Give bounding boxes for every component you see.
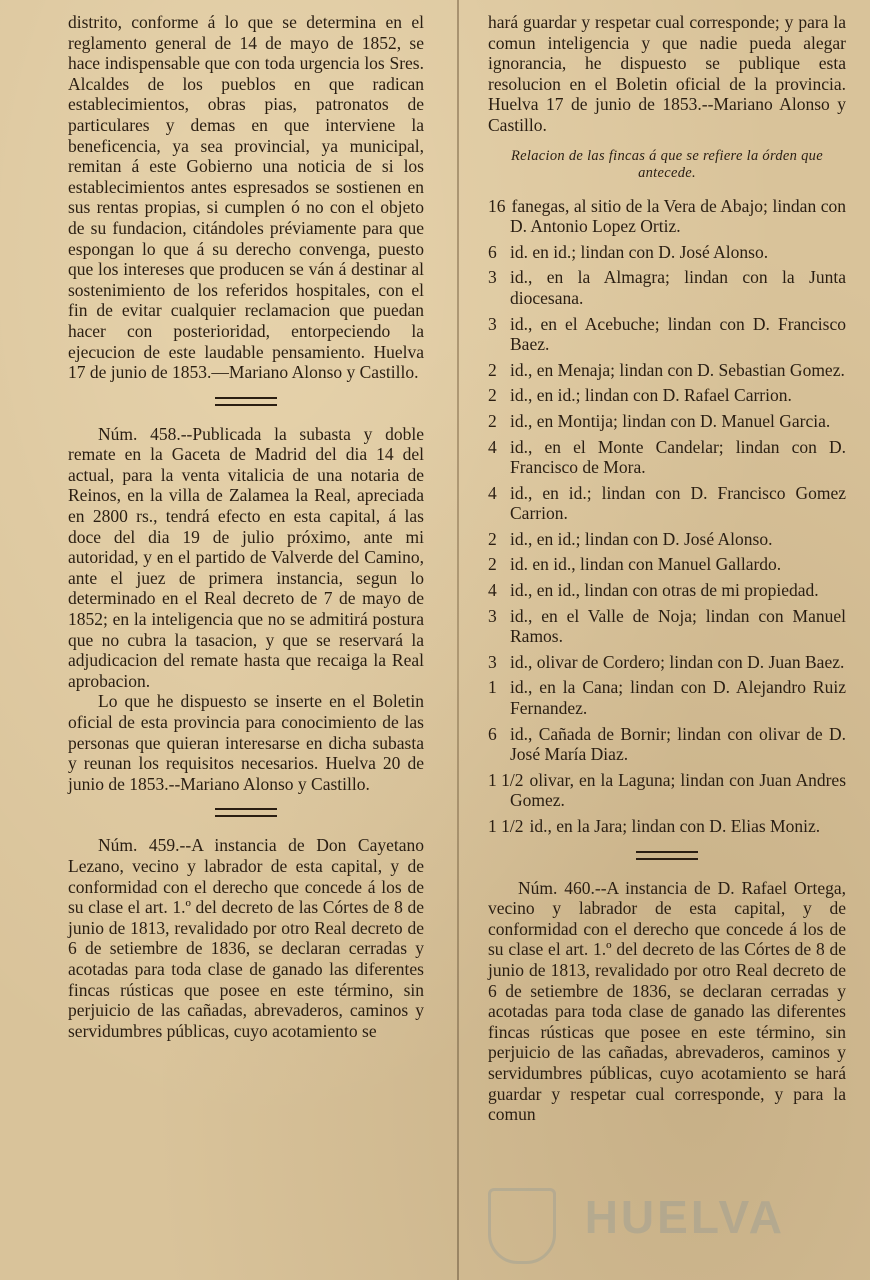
paragraph-continuation: hará guardar y respetar cual corresponde; y para la comun inteligencia y que nadie pueda alegar ignorancia, he dispuesto se publique esta resolucion en el Boletin oficial de la provincia. Huelva 17 de junio de 1853.--Mariano Alonso y Castillo. — [488, 12, 846, 135]
section-separator — [215, 397, 277, 406]
farm-entry — [488, 724, 846, 765]
farm-description: id., en id.; lindan con D. Francisco Gomez Carrion. — [510, 482, 846, 524]
farm-entry — [488, 652, 846, 673]
farm-entry — [488, 554, 846, 575]
farm-entry — [488, 196, 846, 237]
farm-quantity: 2 — [488, 410, 497, 431]
relation-title: Relacion de las fincas á que se refiere la órden que antecede. — [511, 147, 823, 181]
farm-entry — [488, 580, 846, 601]
farm-description: id., en el Acebuche; lindan con D. Francisco Baez. — [510, 313, 846, 355]
farm-quantity: 3 — [488, 267, 497, 288]
farm-quantity: 3 — [488, 605, 497, 626]
farm-quantity: 1 — [488, 677, 497, 698]
right-column — [488, 12, 846, 1125]
farm-entry — [488, 437, 846, 478]
paragraph-458-notice: Lo que he dispuesto se inserte en el Boletin oficial de esta provincia para conocimiento de las personas que quieran interesarse en dicha subasta y reunan los requisitos necesarios. Huelva 20 de junio de 1853.--Mariano Alonso y Castillo. — [68, 691, 424, 794]
paragraph-intro: distrito, conforme á lo que se determina en el reglamento general de 14 de mayo de 1852, se hace indispensable que con toda urgencia los Sres. Alcaldes de los pueblos en que radican establecimientos, obras pias, patronatos de particulares y demas en que interviene la beneficencia, ya sea provincial, ya municipal, remitan á este Gobierno una noticia de si los establecimientos antes espresados se sostienen en sus rentas propias, si cumplen ó no con el objeto de su fundacion, citándoles préviamente para que espongan lo que á su derecho convenga, puesto que los intereses que producen se ván á destinar al sostenimiento de los referidos hospitales, con el fin de evitar cualquier reclamacion que puedan hacer con posterioridad, entorpeciendo la ejecucion de este laudable pensamiento. Huelva 17 de junio de 1853.—Mariano Alonso y Castillo. — [68, 12, 424, 383]
farm-description: id., olivar de Cordero; lindan con D. Juan Baez. — [510, 651, 845, 672]
farm-description: id., en la Cana; lindan con D. Alejandro Ruiz Fernandez. — [510, 677, 846, 719]
farm-entry — [488, 267, 846, 308]
farm-description: id., en id., lindan con otras de mi propiedad. — [510, 580, 819, 601]
farm-description: id. en id.; lindan con D. José Alonso. — [510, 241, 769, 262]
farm-quantity: 4 — [488, 436, 497, 457]
farm-description: id., en id.; lindan con D. Rafael Carrion. — [510, 385, 792, 406]
farm-quantity: 3 — [488, 651, 497, 672]
section-separator — [636, 851, 698, 860]
farm-quantity: 4 — [488, 482, 497, 503]
farm-description: fanegas, al sitio de la Vera de Abajo; lindan con D. Antonio Lopez Ortiz. — [510, 195, 846, 237]
farm-entry — [488, 360, 846, 381]
paragraph-459: Núm. 459.--A instancia de Don Cayetano Lezano, vecino y labrador de esta capital, y de conformidad con el derecho que concede á los de su clase el art. 1.º del decreto de las Córtes de 8 de junio de 1813, revalidado por otro Real decreto de 6 de setiembre de 1836, se declaran cerradas y acotadas para toda clase de ganado las diferentes fincas rústicas que posee en este término, sin perjuicio de las cañadas, abrevaderos, caminos y servidumbres públicas, cuyo acotamiento se — [68, 835, 424, 1041]
farm-description: id., Cañada de Bornir; lindan con olivar de D. José María Diaz. — [510, 723, 846, 765]
farm-entry — [488, 677, 846, 718]
left-column — [68, 12, 424, 1041]
farm-quantity: 3 — [488, 313, 497, 334]
farm-description: id., en id.; lindan con D. José Alonso. — [510, 528, 773, 549]
farm-quantity: 4 — [488, 580, 497, 601]
farm-entry — [488, 314, 846, 355]
farm-quantity: 2 — [488, 359, 497, 380]
farm-description: id., en la Almagra; lindan con la Junta diocesana. — [510, 267, 846, 308]
section-separator — [215, 808, 277, 817]
farm-quantity: 16 — [488, 195, 506, 216]
watermark-shield-icon — [488, 1188, 556, 1264]
farm-quantity: 2 — [488, 554, 497, 575]
farm-list — [488, 196, 846, 837]
farm-description: id., en la Jara; lindan con D. Elias Moniz. — [529, 816, 821, 836]
farm-quantity: 1 1/2 — [488, 816, 524, 836]
farm-description: id. en id., lindan con Manuel Gallardo. — [510, 554, 782, 575]
farm-entry — [488, 816, 846, 837]
farm-entry — [488, 483, 846, 524]
column-divider — [457, 0, 459, 1280]
farm-entry — [488, 242, 846, 263]
farm-description: id., en el Valle de Noja; lindan con Manuel Ramos. — [510, 605, 846, 647]
watermark-text: HUELVA — [584, 1191, 785, 1243]
farm-description: olivar, en la Laguna; lindan con Juan Andres Gomez. — [510, 769, 846, 811]
farm-entry — [488, 529, 846, 550]
farm-quantity: 1 1/2 — [488, 769, 524, 790]
paragraph-460: Núm. 460.--A instancia de D. Rafael Ortega, vecino y labrador de esta capital, y de conformidad con el derecho que concede á los de su clase el art. 1.º del decreto de las Córtes de 8 de junio de 1813, revalidado por otro Real decreto de 6 de setiembre de 1836, se declaran cerradas y acotadas para toda clase de ganado las diferentes fincas rústicas que posee en este término, sin perjuicio de las cañadas, abrevaderos, caminos y servidumbres públicas, cuyo acotamiento se hará guardar y respetar cual corresponde, y para la comun — [488, 877, 846, 1125]
farm-description: id., en Menaja; lindan con D. Sebastian Gomez. — [510, 359, 845, 380]
farm-quantity: 6 — [488, 723, 497, 744]
farm-entry — [488, 411, 846, 432]
farm-description: id., en el Monte Candelar; lindan con D. Francisco de Mora. — [510, 436, 846, 478]
paragraph-458: Núm. 458.--Publicada la subasta y doble remate en la Gaceta de Madrid del dia 14 del actual, para la venta vitalicia de una notaria de Reinos, en la villa de Zalamea la Real, apreciada en 2800 rs., tendrá efecto en esta capital, á las doce del dia 19 de julio próximo, ante mi autoridad, y en el partido de Valverde del Camino, ante el juez de primera instancia, segun lo determinado en el Real decreto de 7 de mayo de 1852; en la inteligencia que no se admitirá postura que no cubra la tasacion, y que se reservará la adjudicacion del remate hasta que recaiga la Real aprobacion. — [68, 423, 424, 691]
farm-entry — [488, 385, 846, 406]
farm-description: id., en Montija; lindan con D. Manuel Garcia. — [510, 410, 831, 431]
farm-entry — [488, 770, 846, 811]
farm-quantity: 2 — [488, 385, 497, 406]
farm-quantity: 2 — [488, 528, 497, 549]
farm-entry — [488, 606, 846, 647]
farm-quantity: 6 — [488, 241, 497, 262]
